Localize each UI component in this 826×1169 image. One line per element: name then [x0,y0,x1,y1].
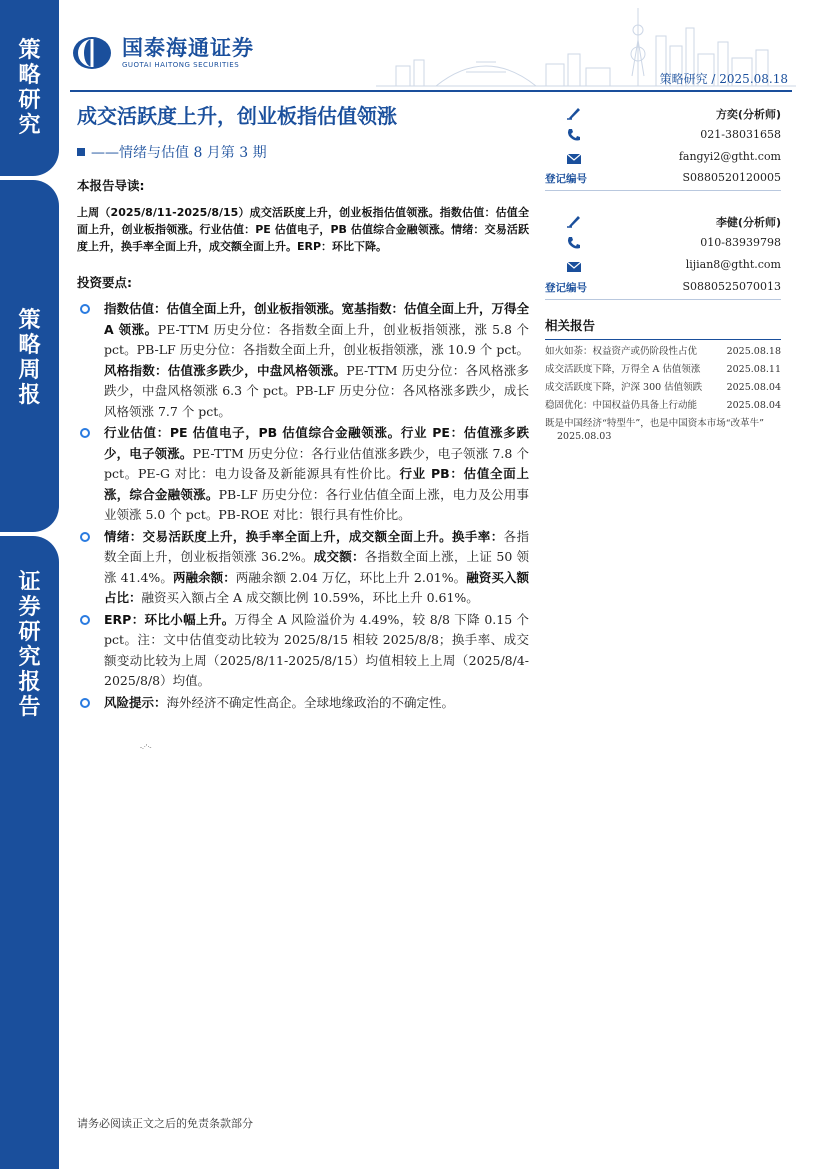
logo-english-name: GUOTAI HAITONG SECURITIES [122,61,240,69]
key-point [77,299,529,422]
key-point-highlight: 行业 PB：估值全面上涨，综合金融领涨。 [104,466,529,502]
related-report-date: 2025.08.04 [726,382,781,393]
circle-bullet-icon [80,615,90,625]
circle-bullet-icon [80,698,90,708]
report-meta [660,70,788,87]
related-report-date: 2025.08.18 [726,346,781,357]
key-point-highlight: 两融余额： [172,569,236,585]
sidebar [0,0,59,1169]
key-point-text: 融资买入额占全 A 成交额比例 10.59%，环比上升 0.61%。 [141,590,479,605]
related-report-item[interactable] [545,399,781,412]
small-mark: -.·'·- [140,744,152,751]
company-logo [72,32,272,76]
analyst-phone: 010-83939798 [700,236,781,249]
key-point-highlight: 成交额： [313,549,365,564]
key-point-highlight: 风险提示： [104,694,167,710]
meta-separator: / [711,72,716,86]
related-report-title: 既是中国经济“特型牛”，也是中国资本市场“改革牛” [545,418,764,429]
registration-label: 登记编号 [545,173,587,185]
sidebar-char: 略 [18,63,41,88]
key-point-highlight: 行业估值：PE 估值电子，PB 估值综合金融领涨。行业 PE：估值涨多跌少，电子领涨。 [104,425,529,461]
subtitle-text: ——情绪与估值 8 月第 3 期 [91,145,267,161]
key-point-highlight: 情绪：交易活跃度上升，换手率全面上升，成交额全面上升。换手率： [104,528,504,544]
sidebar-char: 券 [18,595,41,620]
key-point-text: PE-TTM 历史分位：各风格涨多跌少，中盘风格领涨 6.3 个 pct。PB-LF 历史分位：各风格涨多跌少，成长风格领涨 7.7 个 pct。 [104,362,529,419]
sidebar-char: 周 [18,358,41,383]
email-icon [566,260,582,274]
related-report-title: 稳固优化：中国权益仍具备上行动能 [545,400,698,411]
sidebar-char: 策 [18,38,41,63]
main-content [77,176,529,714]
header-divider [70,90,792,92]
sidebar-section-securities-report [0,536,59,1169]
guide-heading: 本报告导读: [77,178,145,193]
analyst-divider [545,299,781,300]
key-point-text: 各指数全面上升，创业板指领涨 36.2%。 [104,528,529,564]
registration-label: 登记编号 [545,282,587,294]
pen-icon [566,214,582,228]
key-point-text: PB-LF 历史分位：各行业估值全面上涨，电力及公用事业领涨 5.0 个 pct。PB-ROE 对比：银行具有性价比。 [104,486,529,522]
analyst-card [545,104,781,210]
registration-number: S0880525070013 [682,280,781,293]
analyst-name: 李健(分析师) [715,216,781,229]
key-point [77,693,529,714]
related-reports [545,316,781,443]
related-report-item[interactable] [545,417,781,443]
sidebar-char: 报 [18,670,41,695]
logo-mark-icon [72,36,112,70]
email-icon [566,152,582,166]
circle-bullet-icon [80,304,90,314]
key-points-heading: 投资要点: [77,275,132,290]
related-report-title: 成交活跃度下降，沪深 300 估值领跌 [545,382,703,393]
related-report-date: 2025.08.11 [726,364,781,375]
sidebar-char: 报 [18,383,41,408]
key-point-text: 万得全 A 风险溢价为 4.49%，较 8/8 下降 0.15 个 pct。注：文中估值变动比较为 2025/8/15 相较 2025/8/8；换手率、成交额变动比较为上周（2025/8/11-2025/8/15）均值相较上上周（2025/8/4-2025/8/8）均值。 [104,611,529,688]
sidebar-section-strategy-research [0,0,59,176]
key-point-text: 海外经济不确定性高企。全球地缘政治的不确定性。 [166,694,455,710]
related-report-date: 2025.08.04 [726,400,781,411]
related-report-title: 成交活跃度下降，万得全 A 估值领涨 [545,364,701,375]
key-point-highlight: 风格指数：估值涨多跌少，中盘风格领涨。 [104,362,347,378]
phone-icon [566,128,582,142]
related-report-date: 2025.08.03 [557,431,612,442]
report-title: 成交活跃度上升，创业板指估值领涨 [77,104,397,128]
related-report-item[interactable] [545,345,781,358]
key-point-highlight: 指数估值：估值全面上升，创业板指领涨。宽基指数：估值全面上升，万得全 A 领涨。 [104,301,530,337]
guide-text: 上周（2025/8/11-2025/8/15）成交活跃度上升，创业板指估值领涨。指数估值：估值全面上升，创业板指领涨。行业估值：PE 估值电子，PB 估值综合金融领涨。情绪：交易活跃度上升，换手率全面上升，成交额全面上升。ERP：环比下降。 [77,206,529,253]
analyst-phone: 021-38031658 [700,128,781,141]
sidebar-char: 研 [18,620,41,645]
logo-chinese-name: 国泰海通证券 [122,36,254,60]
report-date: 2025.08.18 [719,72,788,86]
disclaimer-footer: 请务必阅读正文之后的免责条款部分 [77,1117,253,1130]
related-report-title: 如火如荼：权益资产或仍阶段性占优 [545,346,698,357]
key-point-text: 两融余额 2.04 万亿，环比上升 2.01%。 [235,569,467,585]
key-point [77,423,529,526]
related-report-item[interactable] [545,381,781,394]
key-points-list [77,299,529,713]
phone-icon [566,236,582,250]
sidebar-section-strategy-weekly [0,180,59,532]
circle-bullet-icon [80,428,90,438]
analyst-card [545,210,781,316]
key-point [77,527,529,609]
related-reports-heading: 相关报告 [545,316,781,340]
related-report-item[interactable] [545,363,781,376]
sidebar-char: 证 [18,570,41,595]
sidebar-char: 究 [18,113,41,138]
registration-number: S0880520120005 [682,171,781,184]
sidebar-char: 研 [18,88,41,113]
circle-bullet-icon [80,532,90,542]
analyst-panel [545,104,781,316]
sidebar-char: 策 [18,308,41,333]
sidebar-char: 略 [18,333,41,358]
report-category: 策略研究 [659,72,708,86]
report-subtitle [77,142,267,162]
analyst-email: lijian8@gtht.com [685,258,781,271]
key-point [77,610,529,692]
pen-icon [566,106,582,120]
square-bullet-icon [77,148,85,156]
analyst-email: fangyi2@gtht.com [678,150,781,163]
sidebar-char: 究 [18,645,41,670]
key-point-highlight: 融资买入额占比： [104,569,529,605]
key-point-text: PE-TTM 历史分位：各指数全面上升，创业板指领涨，涨 5.8 个 pct。PB-LF 历史分位：各指数全面上升，创业板指领涨，涨 10.9 个 pct。 [104,321,529,357]
sidebar-char: 告 [18,695,41,720]
key-point-text: PE-TTM 历史分位：各行业估值涨多跌少，电子领涨 7.8 个 pct。PE-G 对比：电力设备及新能源具有性价比。 [104,445,529,481]
analyst-name: 方奕(分析师) [715,108,781,121]
key-point-text: 各指数全面上涨，上证 50 领涨 41.4%。 [104,549,529,585]
key-point-highlight: ERP：环比小幅上升。 [104,611,235,627]
analyst-divider [545,190,781,191]
